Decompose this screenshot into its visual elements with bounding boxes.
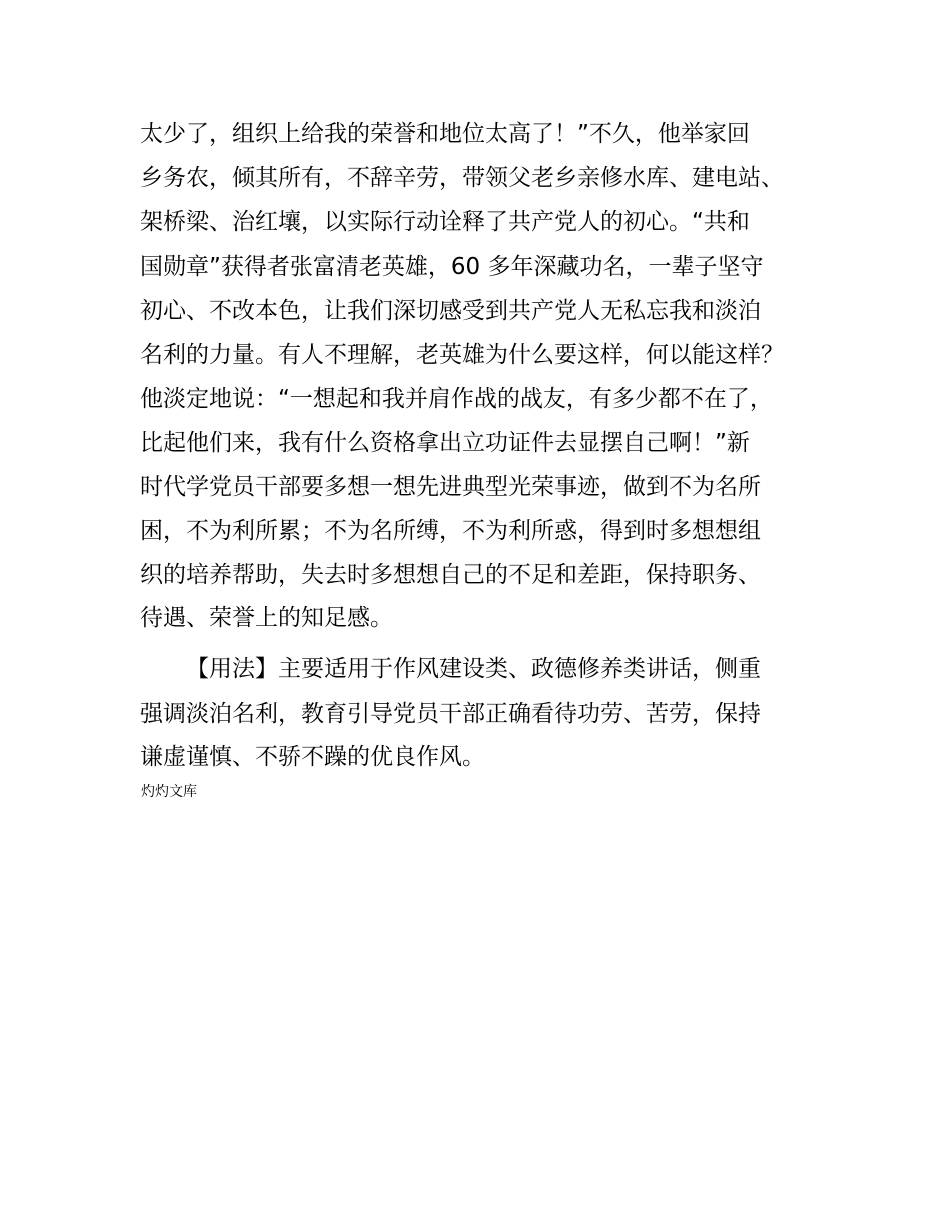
text-line: 强调淡泊名利，教育引导党员干部正确看待功劳、苦劳，保持 (140, 701, 761, 727)
text-line: 谦虚谨慎、不骄不躁的优良作风。 (140, 744, 485, 770)
text-line: 他淡定地说：“一想起和我并肩作战的战友，有多少都不在了， (140, 386, 773, 412)
text-line: 时代学党员干部要多想一想先进典型光荣事迹，做到不为名所 (140, 474, 761, 500)
text-line: 比起他们来，我有什么资格拿出立功证件去显摆自己啊！”新 (140, 430, 750, 456)
text-line: 乡务农，倾其所有，不辞辛劳，带领父老乡亲修水库、建电站、 (140, 165, 784, 191)
text-line: 困，不为利所累；不为名所缚，不为利所惑，得到时多想想组 (140, 518, 761, 544)
text-line: 架桥梁、治红壤，以实际行动诠释了共产党人的初心。“共和 (140, 209, 750, 235)
text-line: 国勋章”获得者张富清老英雄，60 多年深藏功名，一辈子坚守 (140, 254, 764, 280)
text-line: 织的培养帮助，失去时多想想自己的不足和差距，保持职务、 (140, 562, 761, 588)
text-line: 名利的力量。有人不理解，老英雄为什么要这样，何以能这样？ (140, 342, 784, 368)
text-line: 待遇、荣誉上的知足感。 (140, 605, 393, 631)
text-line: 初心、不改本色，让我们深切感受到共产党人无私忘我和淡泊 (140, 298, 761, 324)
text-line: 太少了，组织上给我的荣誉和地位太高了！”不久，他举家回 (140, 121, 750, 147)
text-line: 【用法】主要适用于作风建设类、政德修养类讲话，侧重 (186, 656, 761, 682)
footer-watermark: 灼灼文库 (141, 784, 197, 800)
